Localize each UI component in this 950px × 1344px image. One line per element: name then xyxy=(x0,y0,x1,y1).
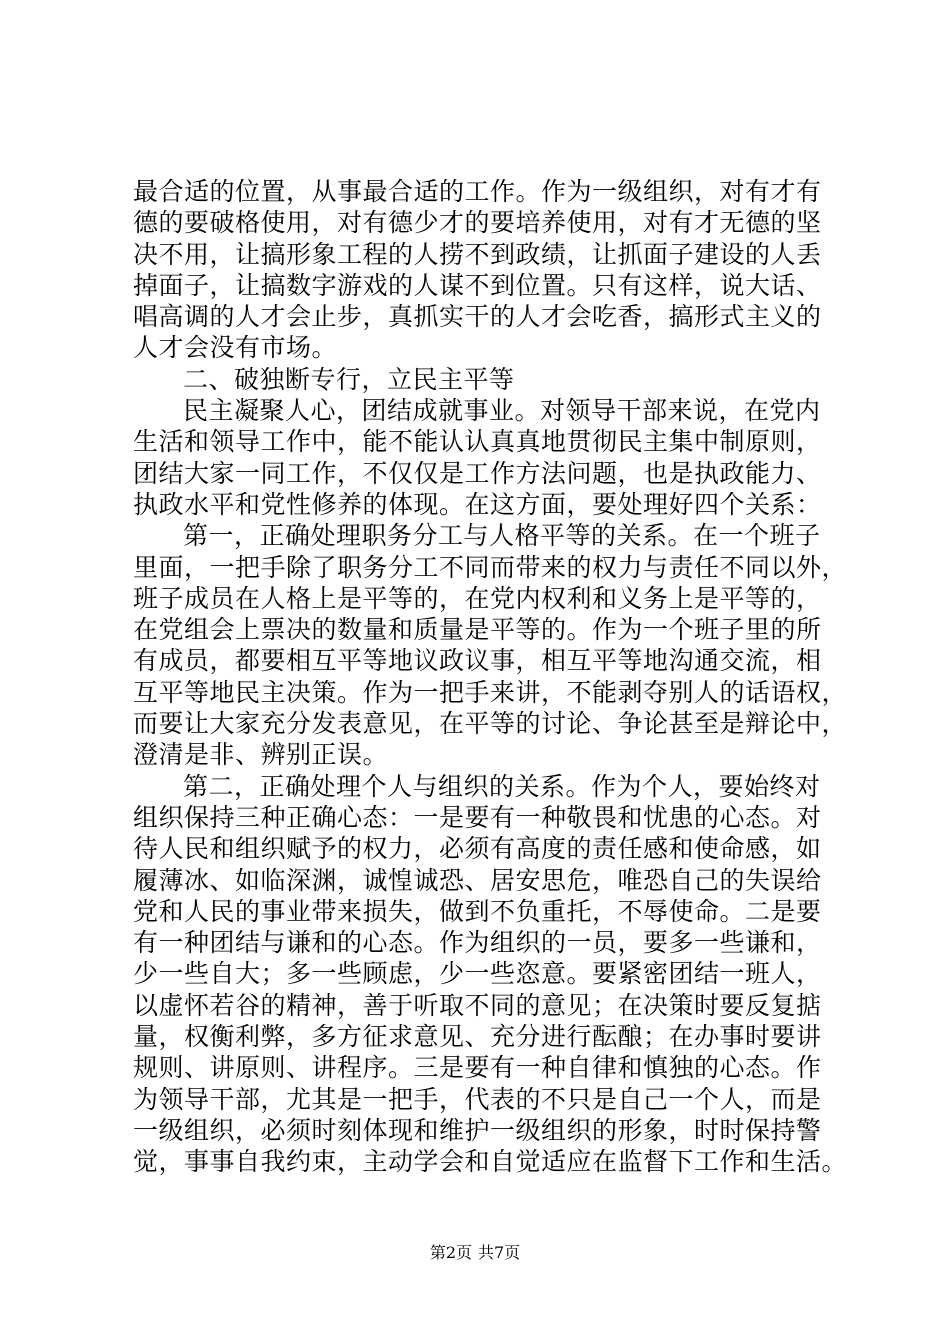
text-line: 互平等地民主决策。作为一把手来讲，不能剥夺别人的话语权， xyxy=(133,677,848,707)
text-line: 决不用，让搞形象工程的人捞不到政绩，让抓面子建设的人丢 xyxy=(133,239,822,269)
text-line: 有成员，都要相互平等地议政议事，相互平等地沟通交流，相 xyxy=(133,646,822,676)
text-line: 德的要破格使用，对有德少才的要培养使用，对有才无德的坚 xyxy=(133,208,822,238)
text-line: 人才会没有市场。 xyxy=(133,333,338,363)
page-footer xyxy=(0,1243,950,1263)
paragraph-start-line: 民主凝聚人心，团结成就事业。对领导干部来说，在党内 xyxy=(183,396,821,426)
text-line: 唱高调的人才会止步，真抓实干的人才会吃香，搞形式主义的 xyxy=(133,302,822,332)
paragraph-start-line: 第一，正确处理职务分工与人格平等的关系。在一个班子 xyxy=(183,521,821,551)
page-total: 共7页 xyxy=(478,1243,521,1262)
text-line: 掉面子，让搞数字游戏的人谋不到位置。只有这样，说大话、 xyxy=(133,270,822,300)
section-heading: 二、破独断专行，立民主平等 xyxy=(183,364,515,394)
text-line: 一级组织，必须时刻体现和维护一级组织的形象，时时保持警 xyxy=(133,1115,822,1145)
text-line: 量，权衡利弊，多方征求意见、充分进行酝酿；在办事时要讲 xyxy=(133,1022,822,1052)
text-line: 党和人民的事业带来损失，做到不负重托，不辱使命。二是要 xyxy=(133,896,822,926)
paragraph-start-line: 第二，正确处理个人与组织的关系。作为个人，要始终对 xyxy=(183,771,821,801)
text-line: 最合适的位置，从事最合适的工作。作为一级组织，对有才有 xyxy=(133,177,822,206)
text-line: 组织保持三种正确心态：一是要有一种敬畏和忧患的心态。对 xyxy=(133,802,822,832)
text-line: 规则、讲原则、讲程序。三是要有一种自律和慎独的心态。作 xyxy=(133,1053,822,1083)
text-line: 觉，事事自我约束，主动学会和自觉适应在监督下工作和生活。 xyxy=(133,1147,848,1177)
text-line: 少一些自大；多一些顾虑，少一些恣意。要紧密团结一班人， xyxy=(133,959,822,989)
text-line: 班子成员在人格上是平等的，在党内权利和义务上是平等的， xyxy=(133,583,822,613)
text-line: 而要让大家充分发表意见，在平等的讨论、争论甚至是辩论中， xyxy=(133,709,848,739)
text-line: 为领导干部，尤其是一把手，代表的不只是自己一个人，而是 xyxy=(133,1084,822,1114)
page-number: 第2页 xyxy=(429,1243,472,1262)
text-line: 有一种团结与谦和的心态。作为组织的一员，要多一些谦和， xyxy=(133,928,822,958)
text-line: 以虚怀若谷的精神，善于听取不同的意见；在决策时要反复掂 xyxy=(133,990,822,1020)
text-line: 里面，一把手除了职务分工不同而带来的权力与责任不同以外， xyxy=(133,552,848,582)
text-line: 待人民和组织赋予的权力，必须有高度的责任感和使命感，如 xyxy=(133,834,822,864)
text-line: 澄清是非、辨别正误。 xyxy=(133,740,389,770)
text-line: 团结大家一同工作，不仅仅是工作方法问题，也是执政能力、 xyxy=(133,458,822,488)
text-line: 生活和领导工作中，能不能认认真真地贯彻民主集中制原则， xyxy=(133,427,822,457)
text-line: 履薄冰、如临深渊，诚惶诚恐、居安思危，唯恐自己的失误给 xyxy=(133,865,822,895)
document-body xyxy=(133,176,848,1178)
text-line: 在党组会上票决的数量和质量是平等的。作为一个班子里的所 xyxy=(133,615,822,645)
text-line: 执政水平和党性修养的体现。在这方面，要处理好四个关系： xyxy=(133,489,822,519)
